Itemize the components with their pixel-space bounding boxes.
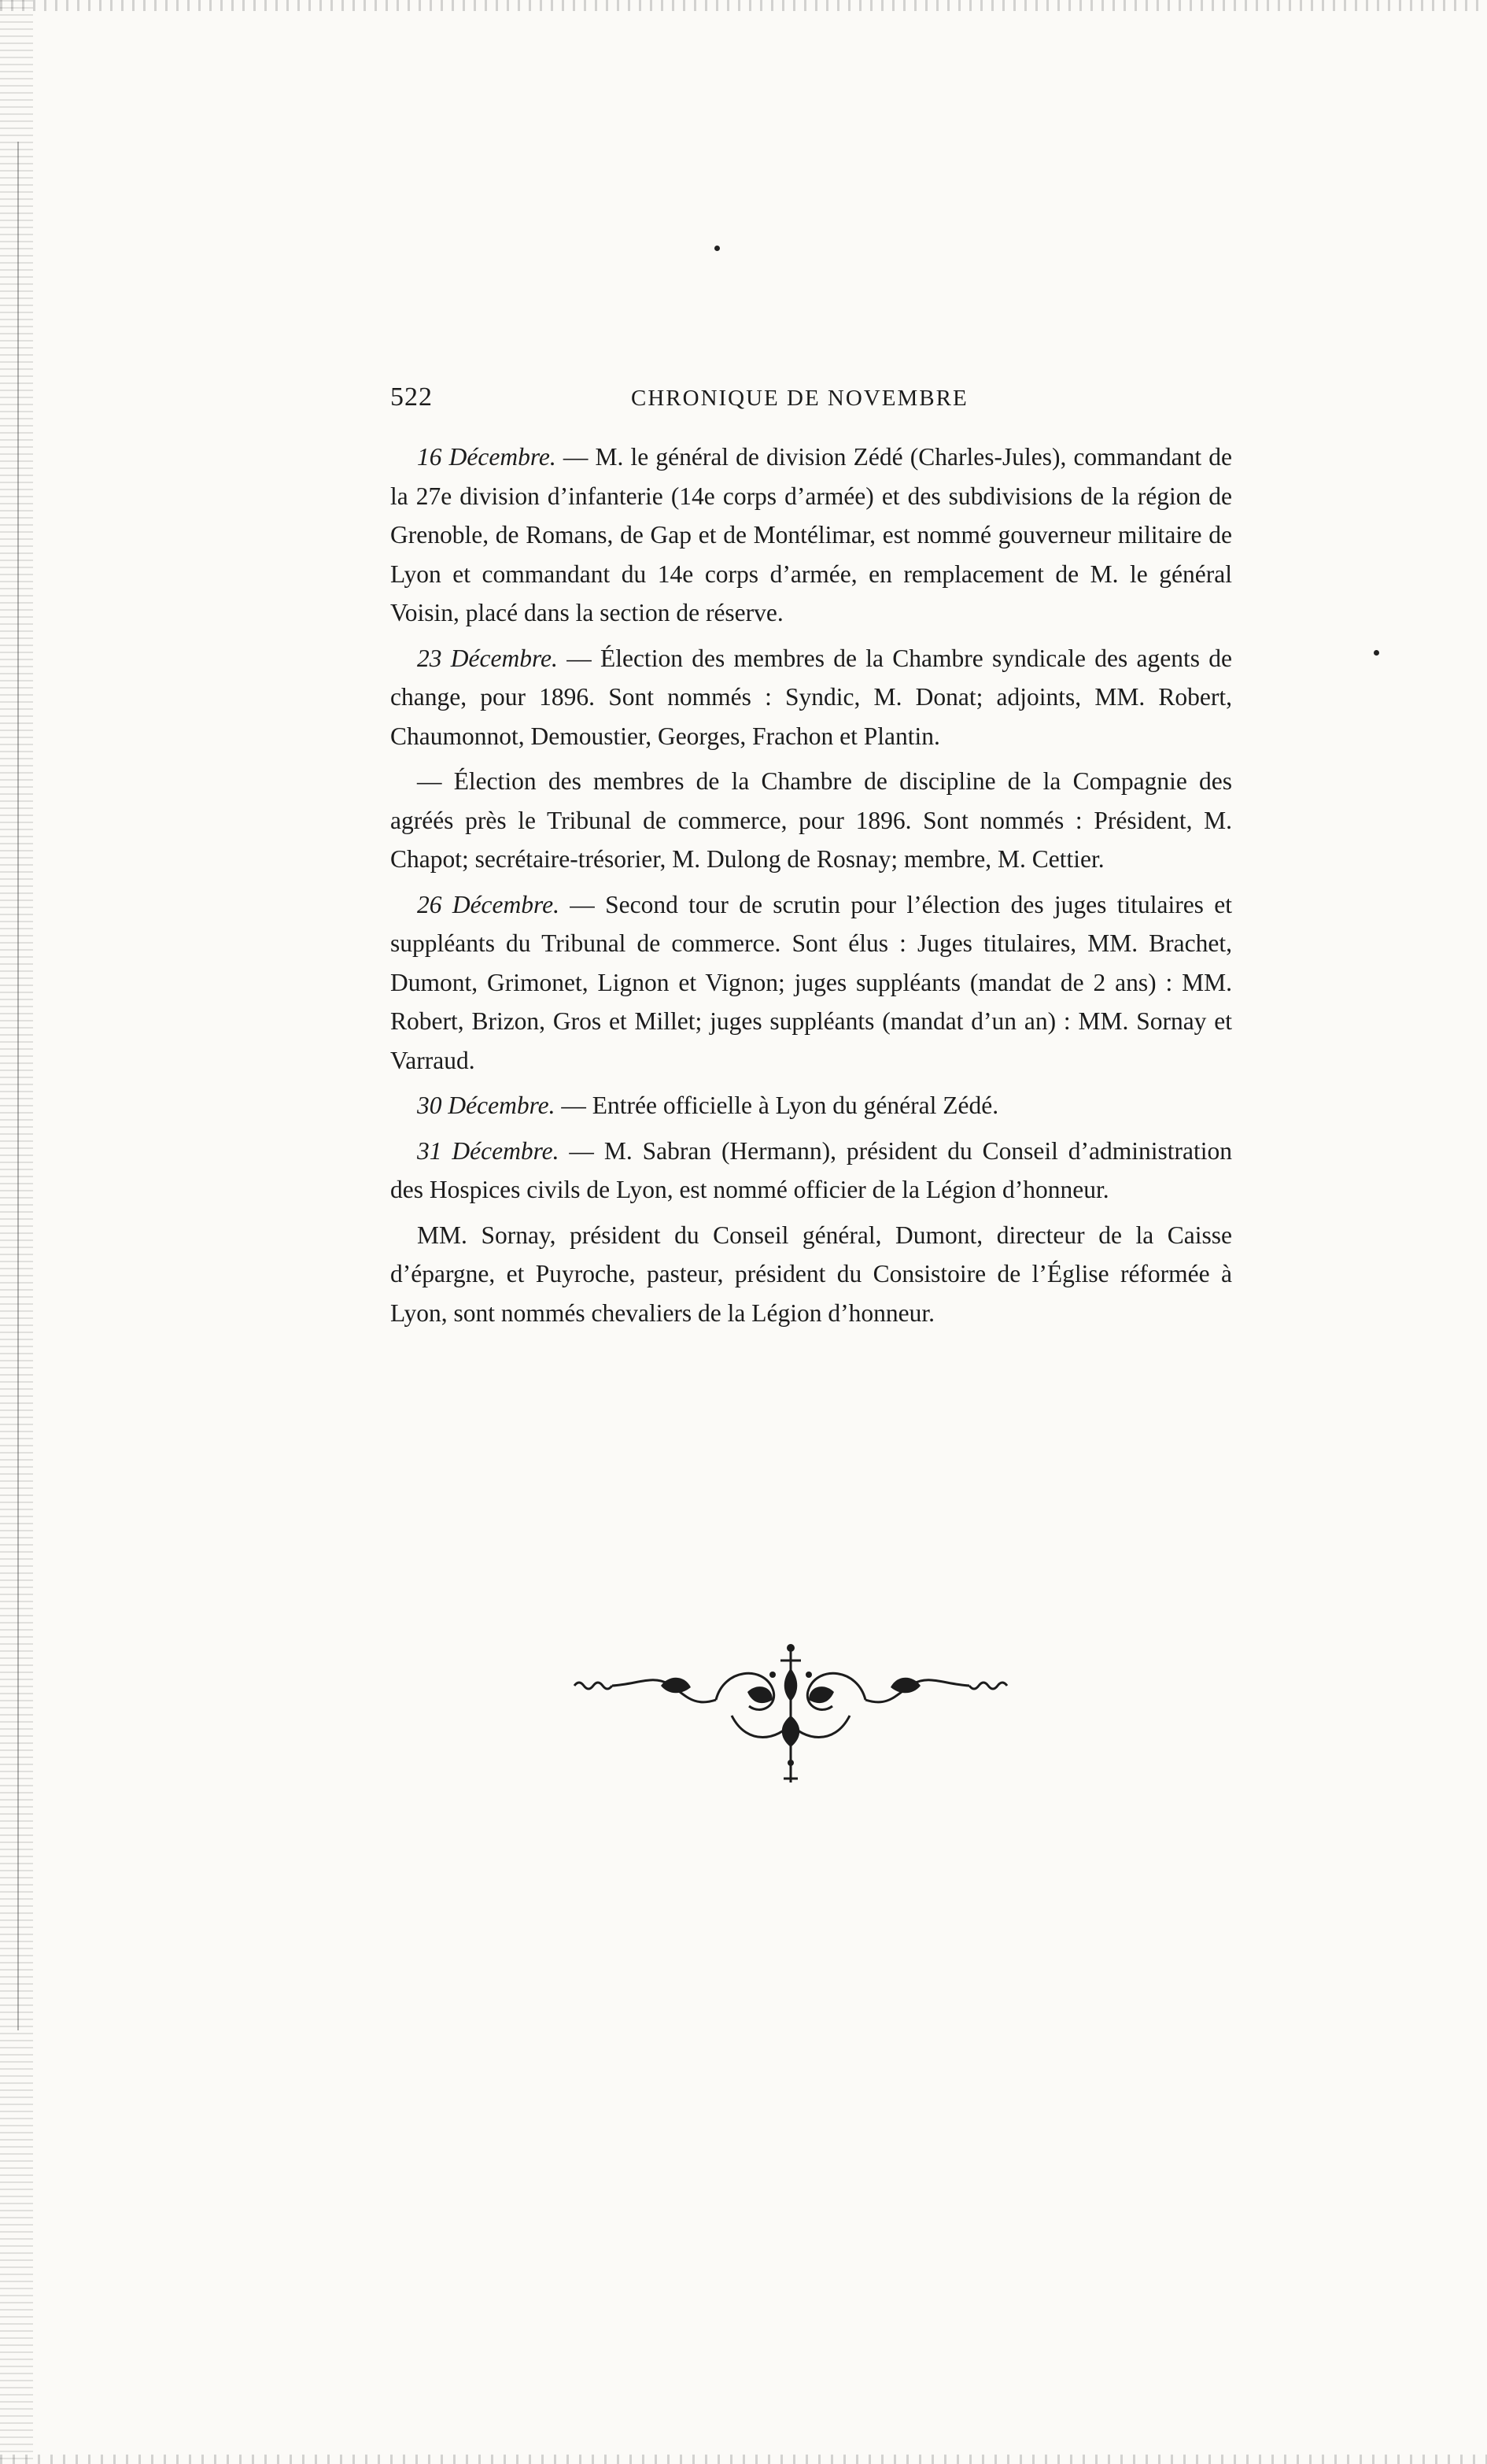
entry-date: 26 Décembre. bbox=[417, 890, 559, 918]
entry-text: MM. Sornay, président du Conseil général, Dumont, directeur de la Caisse d’épargne, et Puyroche, pasteur, président du Consistoire de l’Église réformée à Lyon, sont nommés chevaliers de la Légion d’honneur. bbox=[390, 1221, 1232, 1327]
chronicle-entry bbox=[390, 1216, 1232, 1333]
scan-edge-left bbox=[0, 0, 33, 2464]
running-head bbox=[390, 382, 1232, 420]
chronicle-entry bbox=[390, 438, 1232, 633]
scan-speck bbox=[714, 246, 720, 251]
chronicle-entry bbox=[390, 885, 1232, 1081]
page-content bbox=[390, 382, 1232, 1339]
chronicle-entry bbox=[390, 639, 1232, 756]
scan-speck bbox=[1374, 650, 1379, 656]
scan-edge-bottom bbox=[0, 2455, 1487, 2464]
entry-date: 31 Décembre. bbox=[417, 1136, 559, 1165]
entry-date: 16 Décembre. bbox=[417, 443, 556, 471]
entry-text: — M. Sabran (Hermann), président du Conseil d’administration des Hospices civils de Lyon, est nommé officier de la Légion d’honneur. bbox=[390, 1136, 1232, 1203]
page-number: 522 bbox=[390, 382, 433, 412]
fleuron-ornament-icon bbox=[566, 1637, 1015, 1794]
chronicle-entry bbox=[390, 762, 1232, 879]
chronicle-entry bbox=[390, 1132, 1232, 1210]
entry-text: — Élection des membres de la Chambre de discipline de la Compagnie des agréés près le Tribunal de commerce, pour 1896. Sont nommés : Président, M. Chapot; secrétaire-trésorier, M. Dulong de Rosnay; membre, M. Cettier. bbox=[390, 767, 1232, 873]
entry-text: — Entrée officielle à Lyon du général Zédé. bbox=[555, 1092, 999, 1119]
entry-date: 23 Décembre. bbox=[417, 644, 558, 672]
running-title: CHRONIQUE DE NOVEMBRE bbox=[631, 386, 969, 411]
scan-edge-line bbox=[17, 142, 19, 2030]
entry-date: 30 Décembre. bbox=[417, 1092, 555, 1119]
chronicle-entry bbox=[390, 1086, 1232, 1125]
scan-edge-top bbox=[0, 0, 1487, 11]
entry-text: — Second tour de scrutin pour l’élection des juges titulaires et suppléants du Tribunal de commerce. Sont élus : Juges titulaires, MM. Brachet, Dumont, Grimonet, Lignon et Vignon; juges suppléants (mandat de 2 ans) : MM. Robert, Brizon, Gros et Millet; juges suppléants (mandat d’un an) : MM. Sornay et Varraud. bbox=[390, 890, 1232, 1074]
entry-text: — M. le général de division Zédé (Charles-Jules), commandant de la 27e division d’infanterie (14e corps d’armée) et des subdivisions de la région de Grenoble, de Romans, de Gap et de Montélimar, est nommé gouverneur militaire de Lyon et commandant du 14e corps d’armée, en remplacement de M. le général Voisin, placé dans la section de réserve. bbox=[390, 443, 1232, 626]
entry-text: — Élection des membres de la Chambre syndicale des agents de change, pour 1896. Sont nommés : Syndic, M. Donat; adjoints, MM. Robert, Chaumonnot, Demoustier, Georges, Frachon et Plantin. bbox=[390, 644, 1232, 750]
